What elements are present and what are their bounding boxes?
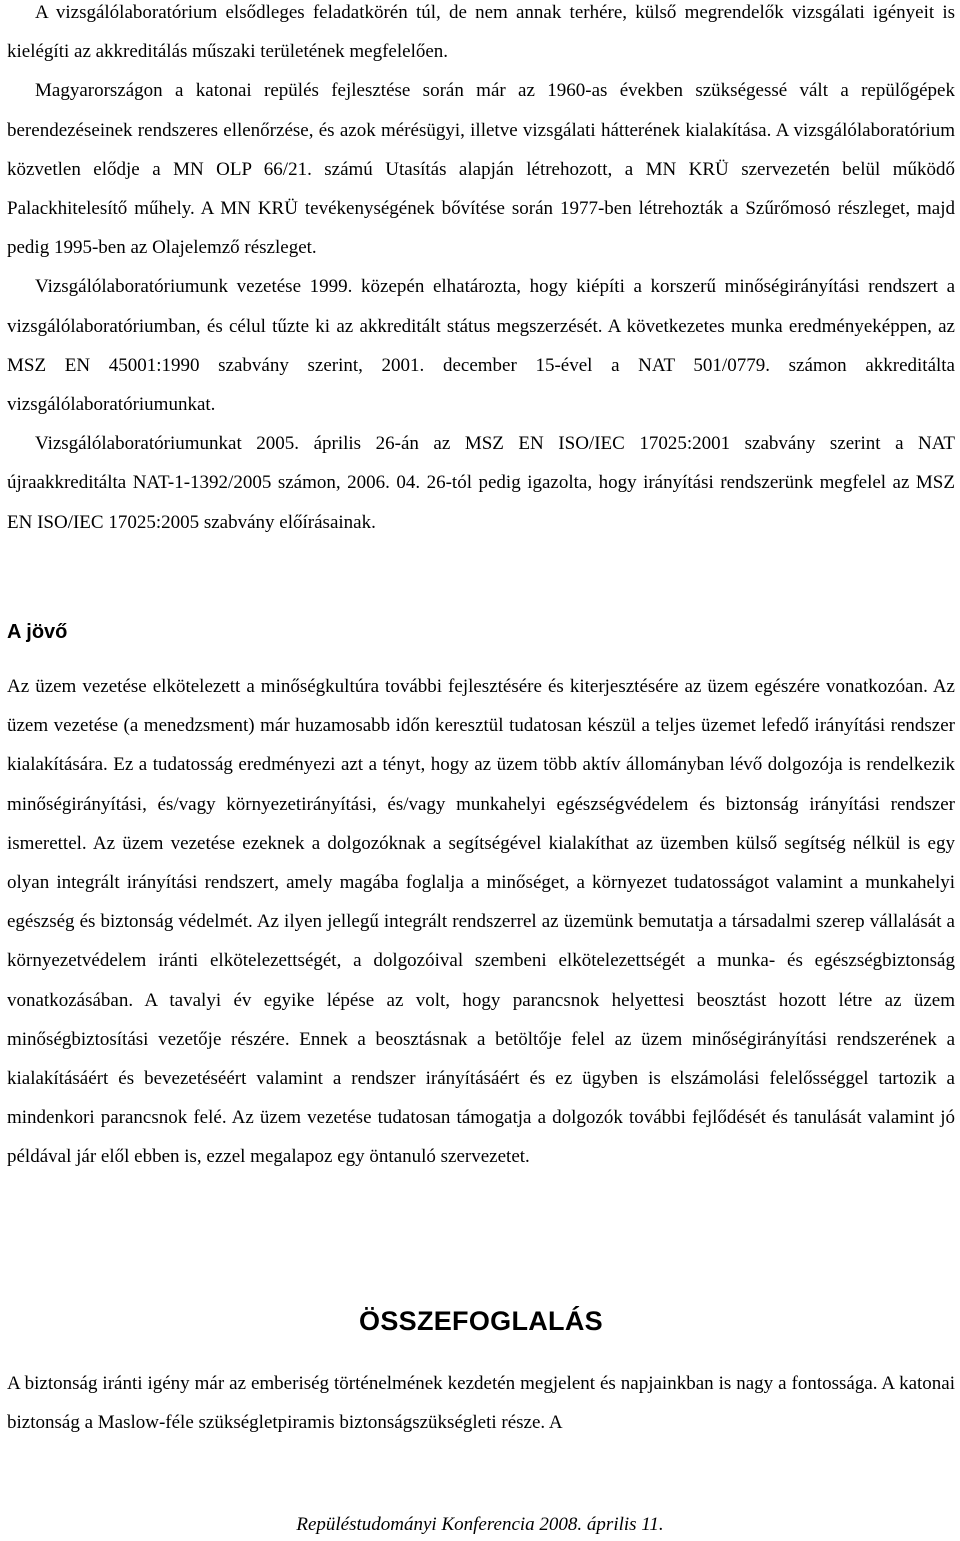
intro-section	[7, 0, 955, 542]
future-section	[7, 615, 955, 1177]
summary-paragraph: A biztonság iránti igény már az emberiség történelmének kezdetén megjelent és napjainkban is nagy a fontossága. A katonai biztonság a Maslow-féle szükségletpiramis biztonságszükségleti része. A	[7, 1373, 955, 1434]
summary-section	[7, 1301, 955, 1442]
future-paragraph: Az üzem vezetése elkötelezett a minőségkultúra további fejlesztésére és kiterjesztésére az üzem egészére vonatkozóan. Az üzem vezetése (a menedzsment) már huzamosabb időn keresztül tudatosan készül a teljes üzemet lefedő irányítási rendszer kialakítására. Ez a tudatosság eredményezi azt a tényt, hogy az üzem több aktív állományban lévő dolgozója is rendelkezik minőségirányítási, és/vagy környezetirányítási, és/vagy munkahelyi egészségvédelem és biztonság irányítási rendszer ismerettel. Az üzem vezetése ezeknek a dolgozóknak a segítségével kialakíthat az üzemben külső segítség nélkül is egy olyan integrált irányítási rendszert, amely magába foglalja a minőséget, a környezet tudatosságot valamint a munkahelyi egészség és biztonság védelmét. Az ilyen jellegű integrált rendszerrel az üzemünk bemutatja a társadalmi szerep vállalását a környezetvédelem iránti elkötelezettségét, a dolgozóival szembeni elkötelezettségét a munka- és egészségbiztonság vonatkozásában. A tavalyi év egyike lépése az volt, hogy parancsnok helyettesi beosztást hozott létre az üzem minőségbiztosítási vezetője részére. Ennek a beosztásnak a betöltője felel az üzem minőségirányítási rendszerének a kialakításáért és bevezetéséért valamint a rendszer irányításáért és ez ügyben is elszámolási felelősséggel tartozik a mindenkori parancsnok felé. Az üzem vezetése tudatosan támogatja a dolgozók további fejlődését és tanulását valamint jó példával jár elől ebben is, ezzel megalapoz egy öntanuló szervezetet.	[7, 676, 955, 1168]
summary-heading: ÖSSZEFOGLALÁS	[359, 1306, 603, 1336]
intro-paragraph-3: Vizsgálólaboratóriumunk vezetése 1999. közepén elhatározta, hogy kiépíti a korszerű minőségirányítási rendszert a vizsgálólaboratóriumban, és célul tűzte ki az akkreditált státus megszerzését. A következetes munka eredményeképpen, az MSZ EN 45001:1990 szabvány szerint, 2001. december 15-ével a NAT 501/0779. számon akkreditálta vizsgálólaboratóriumunkat.	[7, 276, 955, 416]
future-heading: A jövő	[7, 621, 68, 643]
page-footer: Repüléstudományi Konferencia 2008. április 11.	[296, 1514, 664, 1535]
intro-paragraph-4: Vizsgálólaboratóriumunkat 2005. április 26-án az MSZ EN ISO/IEC 17025:2001 szabvány szerint a NAT újraakkreditálta NAT-1-1392/2005 számon, 2006. 04. 26-tól pedig igazolta, hogy irányítási rendszerünk megfelel az MSZ EN ISO/IEC 17025:2005 szabvány előírásainak.	[7, 433, 955, 533]
intro-paragraph-2: Magyarországon a katonai repülés fejlesztése során már az 1960-as években szükségessé vált a repülőgépek berendezéseinek rendszeres ellenőrzése, és azok mérésügyi, illetve vizsgálati hátterének kialakítása. A vizsgálólaboratórium közvetlen elődje a MN OLP 66/21. számú Utasítás alapján létrehozott, a MN KRÜ szervezetén belül működő Palackhitelesítő műhely. A MN KRÜ tevékenységének bővítése során 1977-ben létrehozták a Szűrőmosó részleget, majd pedig 1995-ben az Olajelemző részleget.	[7, 80, 955, 259]
intro-paragraph-1: A vizsgálólaboratórium elsődleges feladatkörén túl, de nem annak terhére, külső megrendelők vizsgálati igényeit is kielégíti az akkreditálás műszaki területének megfelelően.	[7, 2, 955, 63]
